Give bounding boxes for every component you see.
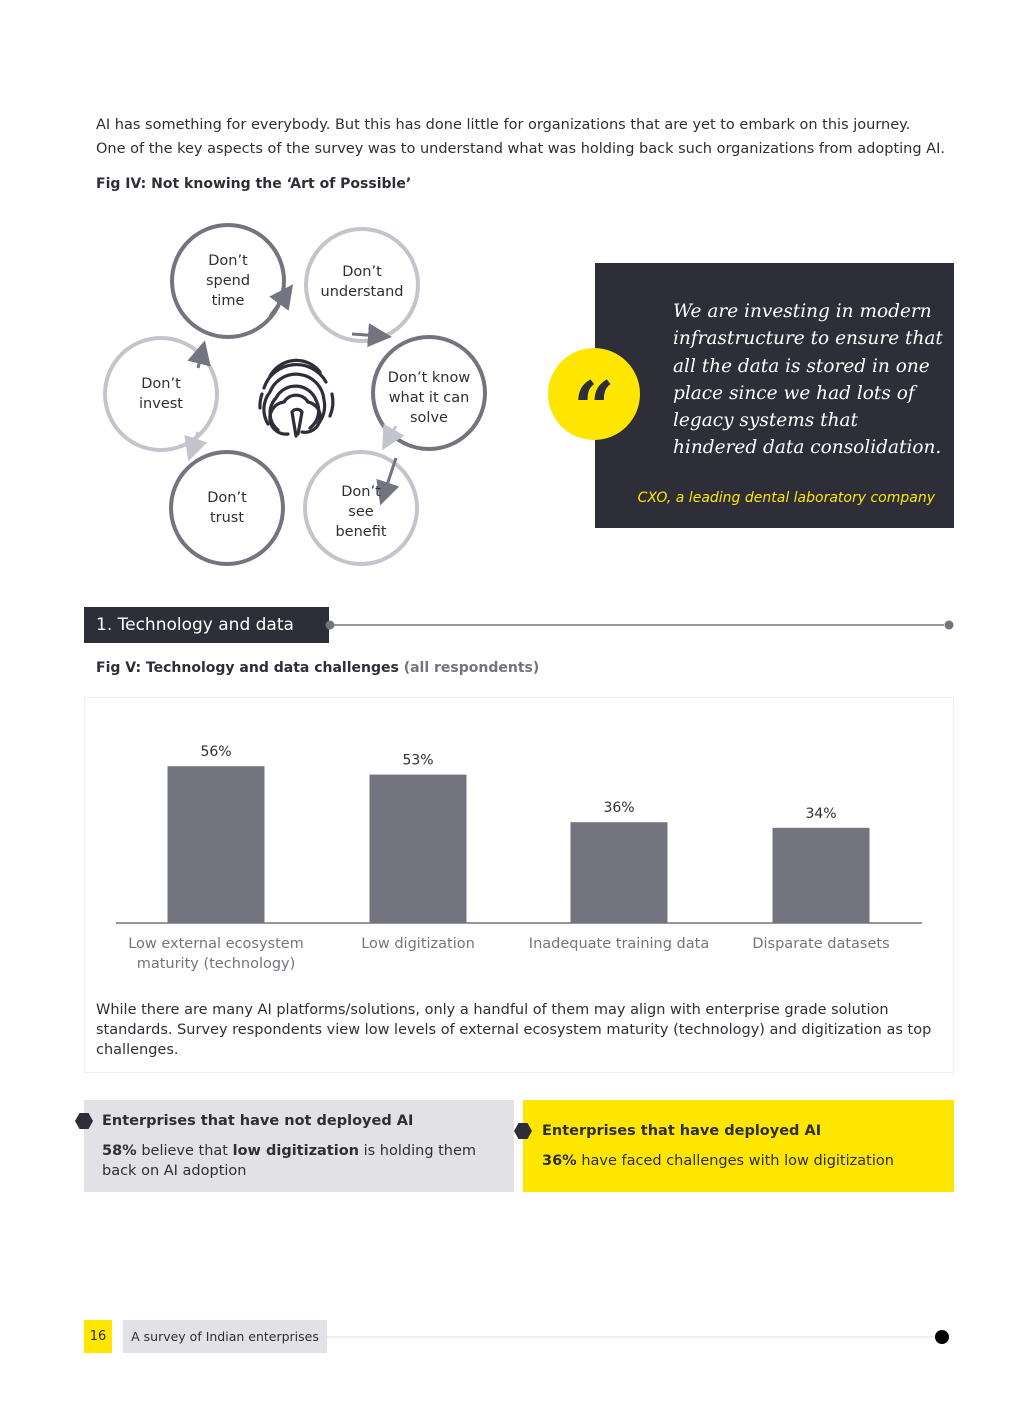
bar-chart [84, 730, 954, 930]
intro-line-2: One of the key aspects of the survey was to understand what was holding back such organizations from adopting AI. [96, 141, 945, 157]
section-rule [322, 617, 958, 633]
cycle-label-know-solve: Don’t know what it can solve [387, 370, 471, 426]
bar-2 [571, 822, 668, 923]
stat-box-not-deployed [84, 1100, 514, 1192]
stat-heading-deployed: Enterprises that have deployed AI [542, 1123, 822, 1139]
stat-text-not-deployed: 58% believe that low digitization is holding them back on AI adoption [102, 1143, 477, 1179]
bar-category-3: Disparate datasets [752, 936, 890, 952]
intro-paragraph [96, 113, 976, 161]
bar-value-label-3: 34% [805, 805, 837, 822]
fingerprint-icon [260, 360, 333, 436]
stat-heading-not-deployed: Enterprises that have not deployed AI [102, 1113, 414, 1129]
page-number: 16 [84, 1320, 112, 1353]
bar-category-1: Low digitization [361, 936, 475, 952]
stat-text-deployed: 36% have faced challenges with low digitization [542, 1153, 894, 1169]
bar-value-label-1: 53% [402, 752, 434, 769]
chart-caption: While there are many AI platforms/solutions, only a handful of them may align with enterprise grade solution standards. Survey respondents view low levels of external ecosystem maturity (technology) and digitization as top challenges. [96, 1002, 932, 1058]
arrow-2 [352, 334, 380, 336]
stat-box-deployed [523, 1100, 954, 1192]
cycle-label-understand: Don’t understand [320, 264, 404, 300]
quote-mark-badge [548, 348, 640, 450]
cycle-label-spend-time: Don’t spend time [205, 253, 251, 309]
cycle-label-trust: Don’t trust [207, 490, 247, 526]
intro-line-1: AI has something for everybody. But this has done little for organizations that are yet to embark on this journey. [96, 117, 911, 133]
fig5-subtitle: (all respondents) [403, 660, 540, 676]
cycle-label-invest: Don’t invest [139, 376, 183, 412]
bar-value-label-0: 56% [200, 744, 232, 761]
fig5-title-text: Fig V: Technology and data challenges [96, 660, 399, 676]
bar-category-0: Low external ecosystem maturity (technology) [128, 936, 304, 972]
fig4-title: Fig IV: Not knowing the ‘Art of Possible’ [96, 176, 412, 192]
bar-category-2: Inadequate training data [528, 936, 710, 952]
quote-text: We are investing in modern infrastructure to ensure that all the data is stored in one place since we had lots of legacy systems that hindered data consolidation. [673, 301, 943, 459]
footer-rule [327, 1328, 953, 1346]
fig5-title [96, 660, 539, 676]
quote-source: CXO, a leading dental laboratory company [637, 490, 935, 506]
bar-1 [370, 775, 467, 923]
bar-3 [773, 828, 870, 923]
quote-mark-icon: “ [573, 365, 615, 450]
footer-label: A survey of Indian enterprises [123, 1320, 327, 1353]
cycle-label-see-benefit: Don’t see benefit [335, 484, 387, 540]
bar-value-label-2: 36% [603, 800, 635, 817]
section-title: 1. Technology and data [84, 607, 329, 643]
bar-0 [168, 766, 265, 923]
arrow-1 [270, 294, 286, 316]
